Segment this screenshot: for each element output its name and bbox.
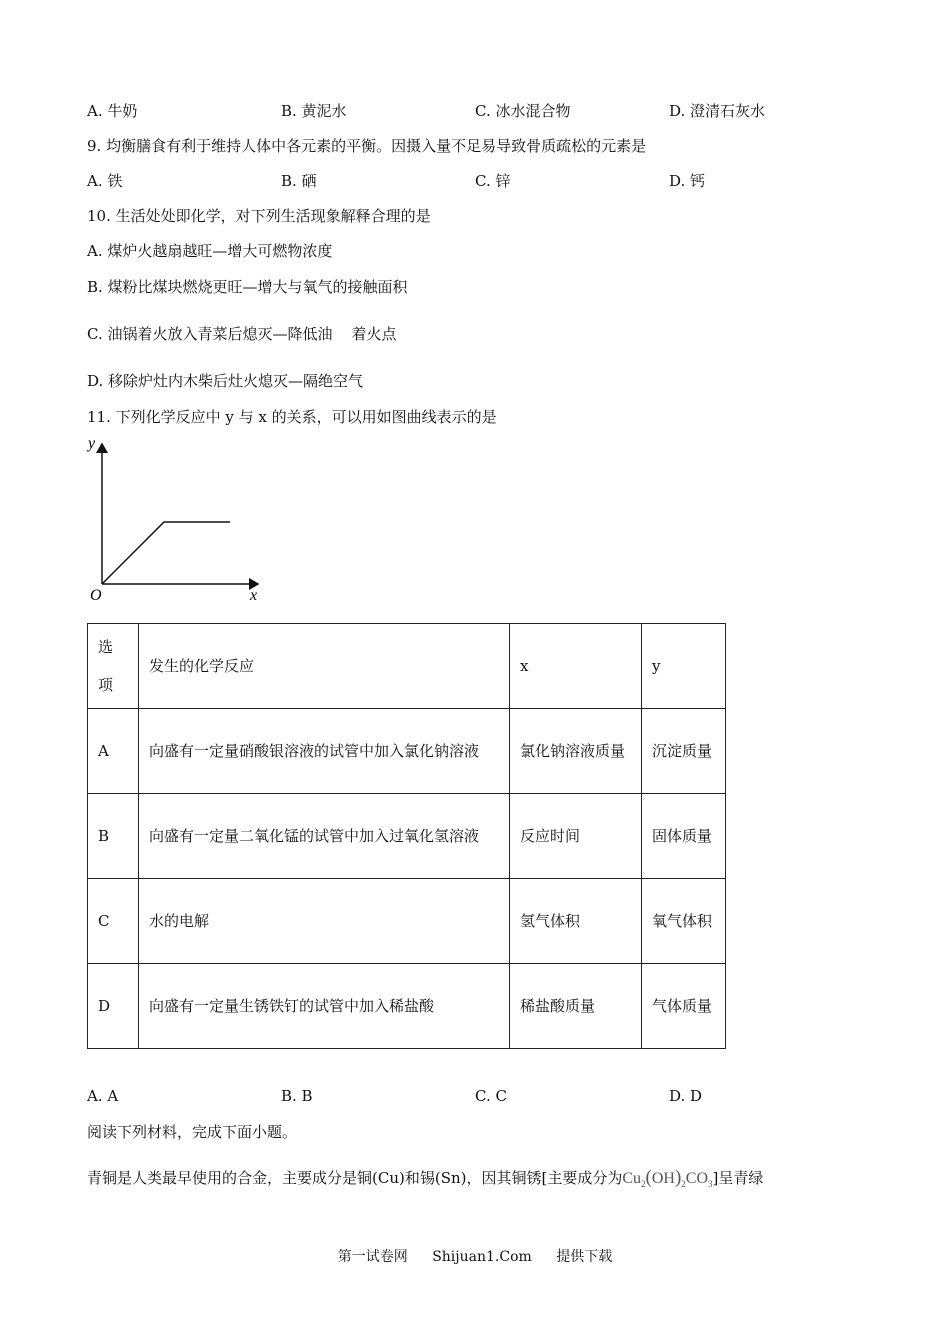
table-cell-x: 氯化钠溶液质量: [510, 709, 642, 794]
table-row: [88, 709, 726, 794]
table-cell-y: 沉淀质量: [642, 709, 726, 794]
table-header-x: x: [510, 624, 642, 709]
reading-paragraph: [87, 1166, 763, 1196]
table-header-option: 选 项: [88, 624, 139, 709]
q9-option-a: A. 铁: [87, 172, 123, 190]
table-cell-y: 气体质量: [642, 964, 726, 1049]
q10-stem: 10. 生活处处即化学，对下列生活现象解释合理的是: [87, 207, 431, 225]
table-cell-reaction: 向盛有一定量生锈铁钉的试管中加入稀盐酸: [139, 964, 510, 1049]
q8-options: [87, 101, 867, 121]
table-cell-option: B: [88, 794, 139, 879]
q10-option-a: A. 煤炉火越扇越旺—增大可燃物浓度: [87, 242, 333, 260]
table-cell-reaction: 向盛有一定量硝酸银溶液的试管中加入氯化钠溶液: [139, 709, 510, 794]
q8-option-c: C. 冰水混合物: [475, 102, 571, 120]
reading-intro: 阅读下列材料，完成下面小题。: [87, 1123, 298, 1141]
page-footer: [0, 1246, 950, 1266]
graph-x-label: x: [250, 587, 258, 604]
table-cell-x: 氢气体积: [510, 879, 642, 964]
table-cell-option: C: [88, 879, 139, 964]
table-header-y: y: [642, 624, 726, 709]
table-row: [88, 964, 726, 1049]
reading-text-after: ]呈青绿: [712, 1169, 764, 1187]
q8-option-d: D. 澄清石灰水: [669, 102, 766, 120]
footer-note: 提供下载: [556, 1249, 613, 1265]
footer-domain: Shijuan1.Com: [432, 1249, 532, 1265]
q11-option-a: A. A: [87, 1087, 119, 1105]
q10-option-d: D. 移除炉灶内木柴后灶火熄灭—隔绝空气: [87, 372, 364, 390]
table-cell-option: D: [88, 964, 139, 1049]
table-cell-y: 固体质量: [642, 794, 726, 879]
table-header-row: [88, 624, 726, 709]
q9-options: [87, 171, 867, 191]
q9-option-b: B. 硒: [281, 172, 317, 190]
table-row: [88, 794, 726, 879]
q9-stem: 9. 均衡膳食有利于维持人体中各元素的平衡。因摄入量不足易导致骨质疏松的元素是: [87, 137, 647, 155]
q10-option-c: C. 油锅着火放入青菜后熄灭—降低油 着火点: [87, 325, 397, 343]
q11-table: [87, 623, 726, 1049]
table-cell-reaction: 向盛有一定量二氧化锰的试管中加入过氧化氢溶液: [139, 794, 510, 879]
q11-stem: 11. 下列化学反应中 y 与 x 的关系，可以用如图曲线表示的是: [87, 408, 497, 426]
q8-option-a: A. 牛奶: [87, 102, 138, 120]
q11-option-d: D. D: [669, 1087, 703, 1105]
q11-options: [87, 1086, 867, 1106]
q10-option-b: B. 煤粉比煤块燃烧更旺—增大与氧气的接触面积: [87, 278, 408, 296]
q11-graph: [82, 428, 272, 608]
table-row: [88, 879, 726, 964]
table-cell-x: 反应时间: [510, 794, 642, 879]
malachite-formula: $Cu_2(OH)_2CO_3$: [622, 1167, 713, 1190]
graph-y-label: y: [88, 435, 96, 452]
q9-option-c: C. 锌: [475, 172, 511, 190]
table-cell-x: 稀盐酸质量: [510, 964, 642, 1049]
table-header-reaction: 发生的化学反应: [139, 624, 510, 709]
table-cell-option: A: [88, 709, 139, 794]
q11-option-b: B. B: [281, 1087, 313, 1105]
q8-option-b: B. 黄泥水: [281, 102, 347, 120]
graph-origin-label: O: [90, 587, 102, 604]
graph-curve: [102, 522, 230, 584]
table-cell-reaction: 水的电解: [139, 879, 510, 964]
q9-option-d: D. 钙: [669, 172, 706, 190]
reading-text-before: 青铜是人类最早使用的合金，主要成分是铜(Cu)和锡(Sn)，因其铜锈[主要成分为: [87, 1169, 623, 1187]
footer-site: 第一试卷网: [337, 1249, 408, 1265]
q11-option-c: C. C: [475, 1087, 507, 1105]
table-cell-y: 氧气体积: [642, 879, 726, 964]
